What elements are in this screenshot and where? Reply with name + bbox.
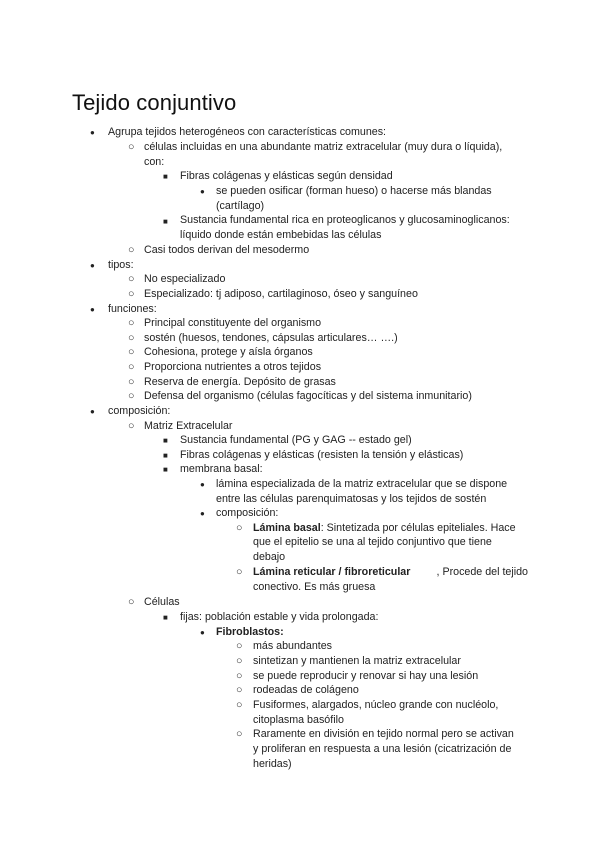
text-agrupa: Agrupa tejidos heterogéneos con características comunes:	[108, 126, 387, 138]
text-lamina-basal	[253, 521, 516, 536]
text-lamina-basal-cont: que el epitelio se una al tejido conjuntivo que tiene	[253, 536, 492, 548]
bullet-l3: ■	[163, 451, 168, 460]
text-fibroblasto-6-cont: y proliferan en respuesta a una lesión (cicatrización de	[253, 743, 512, 755]
text-matriz-2: Fibras colágenas y elásticas (resisten la tensión y elásticas)	[180, 449, 464, 461]
bullet-l3: ■	[163, 465, 168, 474]
text-composicion: composición:	[108, 405, 171, 417]
bullet-l4: ●	[200, 187, 205, 196]
term-lamina-reticular: Lámina reticular / fibroreticular	[253, 566, 411, 578]
bullet-l2: ○	[128, 390, 135, 402]
text-fibroblasto-6: Raramente en división en tejido normal pero se activan	[253, 728, 514, 740]
text-sustancia: Sustancia fundamental rica en proteoglicanos y glucosaminoglicanos:	[180, 214, 510, 226]
page-title: Tejido conjuntivo	[72, 90, 237, 115]
bullet-l2: ○	[128, 420, 135, 432]
bullet-l1: ●	[90, 128, 95, 137]
text-fibroblasto-5: Fusiformes, alargados, núcleo grande con nucléolo,	[253, 699, 499, 711]
term-lamina-basal: Lámina basal	[253, 522, 321, 534]
bullet-l5: ○	[236, 566, 243, 578]
bullet-l2: ○	[128, 376, 135, 388]
bullet-l2: ○	[128, 244, 135, 256]
text-lamina-basal-cont2: debajo	[253, 551, 286, 563]
text-fibroblasto-5-cont: citoplasma basófilo	[253, 714, 344, 726]
text-matriz: Matriz Extracelular	[144, 420, 233, 432]
text-funcion-4: Proporciona nutrientes a otros tejidos	[144, 361, 322, 373]
text-mesodermo: Casi todos derivan del mesodermo	[144, 244, 310, 256]
bullet-l4: ●	[200, 509, 205, 518]
bullet-l3: ■	[163, 217, 168, 226]
bullet-l2: ○	[128, 346, 135, 358]
text-lamina-reticular	[253, 565, 528, 580]
bullet-l5: ○	[236, 522, 243, 534]
text-membrana-basal: membrana basal:	[180, 463, 263, 475]
bullet-l5: ○	[236, 670, 243, 682]
bullet-l5: ○	[236, 684, 243, 696]
bullet-l2: ○	[128, 596, 135, 608]
bullet-l2: ○	[128, 361, 135, 373]
text-sustancia-cont: líquido donde están embebidas las células	[180, 229, 382, 241]
text-especializado: Especializado: tj adiposo, cartilaginoso, óseo y sanguíneo	[144, 288, 418, 300]
text-fibroblasto-4: rodeadas de colágeno	[253, 684, 359, 696]
text-composicion-2: composición:	[216, 507, 279, 519]
bullet-l2: ○	[128, 273, 135, 285]
text-funciones: funciones:	[108, 303, 157, 315]
bullet-l2: ○	[128, 141, 135, 153]
text-osificar: se pueden osificar (forman hueso) o hacerse más blandas	[216, 185, 492, 197]
text-fibroblasto-6-cont2: heridas)	[253, 758, 292, 770]
text-fibras: Fibras colágenas y elásticas según densidad	[180, 170, 393, 182]
bullet-l5: ○	[236, 655, 243, 667]
text-fibroblasto-1: más abundantes	[253, 640, 333, 652]
text-funcion-1: Principal constituyente del organismo	[144, 317, 322, 329]
bullet-l2: ○	[128, 332, 135, 344]
text-no-especializado: No especializado	[144, 273, 226, 285]
bullet-l3: ■	[163, 172, 168, 181]
text-funcion-5: Reserva de energía. Depósito de grasas	[144, 376, 336, 388]
bullet-l5: ○	[236, 640, 243, 652]
text-celulas-incluidas-cont: con:	[144, 156, 165, 168]
text-tipos: tipos:	[108, 259, 134, 271]
bullet-l1: ●	[90, 407, 95, 416]
text-lamina-reticular-desc: , Procede del tejido	[436, 566, 528, 578]
bullet-l4: ●	[200, 480, 205, 489]
text-fijas: fijas: población estable y vida prolongada:	[180, 611, 379, 623]
text-funcion-3: Cohesiona, protege y aísla órganos	[144, 346, 313, 358]
text-fibroblasto-2: sintetizan y mantienen la matriz extracelular	[253, 655, 461, 667]
text-celulas: Células	[144, 596, 180, 608]
text-lamina-especializada-cont: entre las células parenquimatosas y los tejidos de sostén	[216, 493, 487, 505]
bullet-l3: ■	[163, 436, 168, 445]
bullet-l5: ○	[236, 728, 243, 740]
term-fibroblastos: Fibroblastos:	[216, 626, 284, 638]
text-matriz-1: Sustancia fundamental (PG y GAG -- estado gel)	[180, 434, 412, 446]
text-funcion-6: Defensa del organismo (células fagocíticas y del sistema inmunitario)	[144, 390, 472, 402]
text-lamina-especializada: lámina especializada de la matriz extracelular que se dispone	[216, 478, 508, 490]
bullet-l2: ○	[128, 317, 135, 329]
text-lamina-reticular-cont: conectivo. Es más gruesa	[253, 581, 376, 593]
text-fibroblasto-3: se puede reproducir y renovar si hay una lesión	[253, 670, 479, 682]
bullet-l2: ○	[128, 288, 135, 300]
bullet-l4: ●	[200, 628, 205, 637]
text-celulas-incluidas: células incluidas en una abundante matriz extracelular (muy dura o líquida),	[144, 141, 503, 153]
bullet-l1: ●	[90, 305, 95, 314]
bullet-l5: ○	[236, 699, 243, 711]
text-funcion-2: sostén (huesos, tendones, cápsulas articulares… ….)	[144, 332, 398, 344]
text-lamina-basal-desc: : Sintetizada por células epiteliales. Hace	[320, 522, 516, 534]
bullet-l3: ■	[163, 613, 168, 622]
bullet-l1: ●	[90, 261, 95, 270]
text-osificar-cont: (cartílago)	[216, 200, 265, 212]
